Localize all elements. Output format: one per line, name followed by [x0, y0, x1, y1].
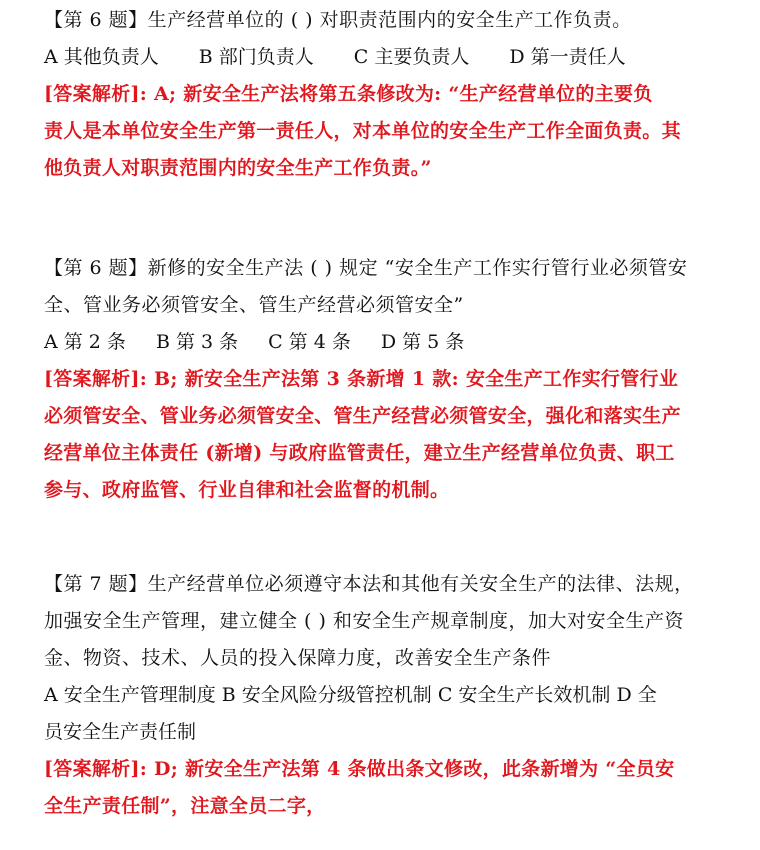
question-stem: 【第 6 题】新修的安全生产法 ( ) 规定 “安全生产工作实行管行业必须管安	[44, 257, 688, 279]
answer-explanation-line: 责人是本单位安全生产第一责任人，对本单位的安全生产工作全面负责。其	[44, 120, 681, 142]
question-options	[44, 324, 734, 361]
question-options: 员安全生产责任制	[44, 721, 197, 743]
option-d: D 第 5 条	[380, 331, 465, 353]
question-stem: 【第 7 题】生产经营单位必须遵守本法和其他有关安全生产的法律、法规，	[44, 573, 694, 595]
answer-explanation-line: [答案解析]: D; 新安全生产法第 4 条做出条文修改，此条新增为 “全员安	[44, 758, 675, 780]
answer-explanation-line: 全生产责任制”，注意全员二字，	[44, 795, 326, 817]
answer-explanation-line: [答案解析]: B; 新安全生产法第 3 条新增 1 款: 安全生产工作实行管行业	[44, 368, 679, 390]
answer-explanation-line: 他负责人对职责范围内的安全生产工作负责。”	[44, 157, 432, 179]
option-c: C 主要负责人	[353, 46, 470, 68]
question-stem: 【第 6 题】生产经营单位的 ( ) 对职责范围内的安全生产工作负责。	[44, 9, 632, 31]
option-c: C 第 4 条	[268, 331, 351, 353]
question-stem: 加强安全生产管理，建立健全 ( ) 和安全生产规章制度，加大对安全生产资	[44, 610, 684, 632]
option-a: A 其他负责人	[44, 46, 159, 68]
option-d: D 第一责任人	[509, 46, 626, 68]
answer-explanation-line: 参与、政府监管、行业自律和社会监督的机制。	[44, 479, 450, 501]
answer-explanation-line: 必须管安全、管业务必须管安全、管生产经营必须管安全，强化和落实生产	[44, 405, 681, 427]
question-stem: 全、管业务必须管安全、管生产经营必须管安全”	[44, 294, 464, 316]
option-b: B 部门负责人	[198, 46, 314, 68]
option-a: A 第 2 条	[44, 331, 126, 353]
question-stem: 金、物资、技术、人员的投入保障力度，改善安全生产条件	[44, 647, 552, 669]
answer-explanation-line: [答案解析]: A; 新安全生产法将第五条修改为: “生产经营单位的主要负	[44, 83, 653, 105]
question-options: A 安全生产管理制度 B 安全风险分级管控机制 C 安全生产长效机制 D 全	[44, 684, 657, 706]
answer-explanation-line: 经营单位主体责任 (新增) 与政府监管责任，建立生产经营单位负责、职工	[44, 442, 675, 464]
question-1	[44, 2, 734, 187]
question-options	[44, 39, 734, 76]
option-b: B 第 3 条	[155, 331, 239, 353]
question-3	[44, 566, 734, 825]
question-2	[44, 250, 734, 509]
